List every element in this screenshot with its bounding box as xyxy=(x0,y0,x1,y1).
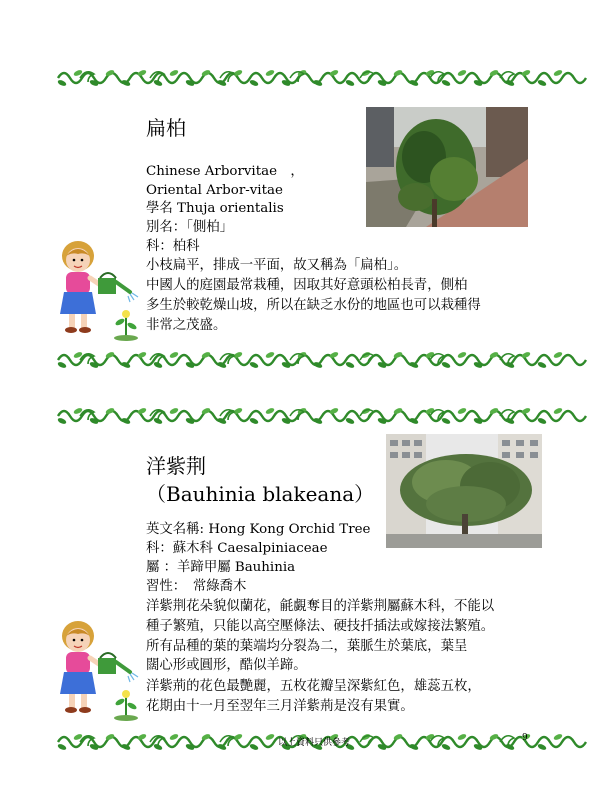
section2-line: 洋紫荆花朵貌似蘭花，毹覷奪目的洋紫荆屬蘇木科，不能以 xyxy=(146,599,495,614)
section2-subtitle: （Bauhinia blakeana） xyxy=(146,482,375,506)
section2-line: 科：蘇木科 Caesalpiniaceae xyxy=(146,541,328,556)
section2-line: 花期由十一月至翌年三月洋紫荊是沒有果實。 xyxy=(146,699,414,714)
section1-line: Chinese Arborvitae ， xyxy=(146,164,304,179)
section2-line: 英文名稱: Hong Kong Orchid Tree xyxy=(146,522,371,537)
section2-line: 所有品種的葉的葉端均分裂為二，葉脈生於葉底，葉呈 xyxy=(146,639,468,654)
vine-divider-top xyxy=(0,64,612,92)
section1-line: 學名 Thuja orientalis xyxy=(146,201,284,216)
section1-title: 扁柏 xyxy=(146,116,186,140)
footer-note: 以上資料只供參考 xyxy=(278,738,351,748)
section2-line: 習性： 常綠喬木 xyxy=(146,579,247,594)
section2-line: 種子繁殖，只能以高空壓條法、硬技扦插法或嫁接法繁殖。 xyxy=(146,619,495,634)
page-number: 9 xyxy=(522,733,528,743)
section1-line: 多生於較乾燥山坡，所以在缺乏水份的地區也可以栽種得 xyxy=(146,298,481,313)
girl-watering-plant-illustration xyxy=(56,618,140,726)
section2-line: 屬 ：羊蹄甲屬 Bauhinia xyxy=(146,560,296,575)
section1-line: Oriental Arbor-vitae xyxy=(146,183,283,198)
section1-line: 別名：「側柏」 xyxy=(146,220,234,235)
bauhinia-photo xyxy=(386,434,542,548)
thuja-photo xyxy=(366,107,528,227)
section1-line: 中國人的庭園最常栽種，因取其好意頭松柏長青，側柏 xyxy=(146,278,468,293)
section1-line: 科：柏科 xyxy=(146,239,200,254)
section2-line: 闊心形或圓形，酷似羊蹄。 xyxy=(146,658,307,673)
girl-watering-plant-illustration xyxy=(56,238,140,346)
section1-line: 小枝扁平，排成一平面，故又稱為「扁柏」。 xyxy=(146,258,408,273)
vine-divider-middle-lower xyxy=(0,402,612,430)
vine-divider-middle-upper xyxy=(0,346,612,374)
section2-title: 洋紫荆 xyxy=(146,454,206,478)
section1-line: 非常之茂盛。 xyxy=(146,318,227,333)
section2-line: 洋紫荊的花色最艷麗，五枚花瓣呈深紫紅色，雄蕊五枚， xyxy=(146,679,481,694)
